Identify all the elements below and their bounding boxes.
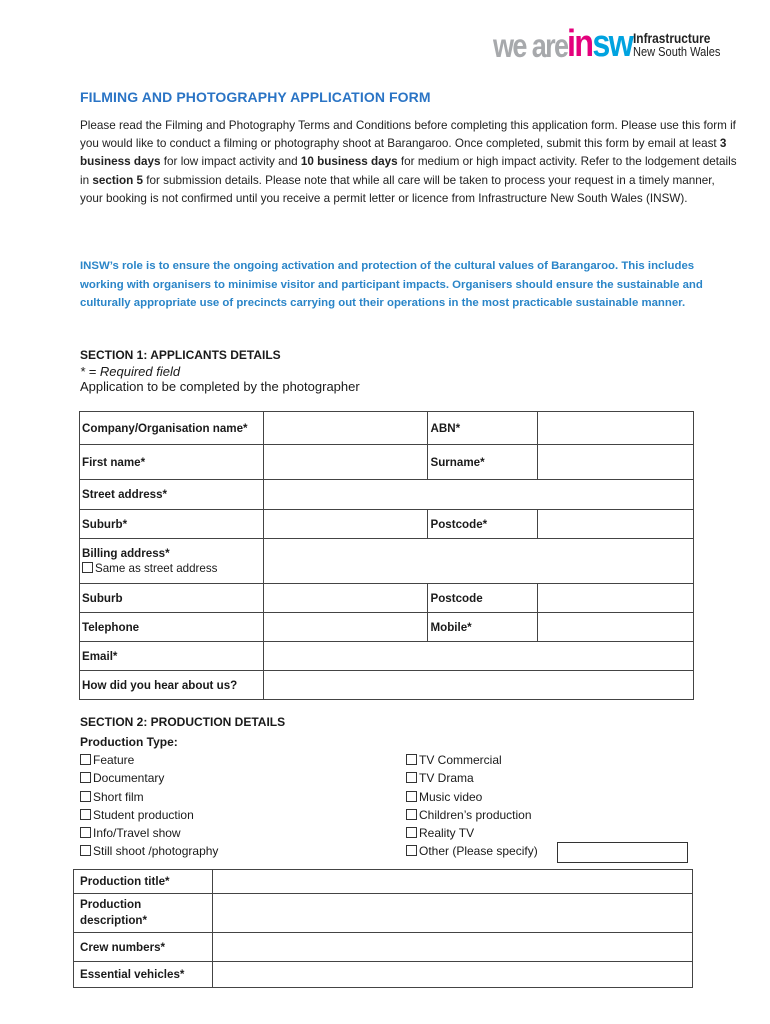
email-input[interactable] xyxy=(263,642,693,671)
option-short-film[interactable]: Short film xyxy=(80,788,218,806)
crew-numbers-label: Crew numbers* xyxy=(74,933,213,962)
postcode-input[interactable] xyxy=(538,510,694,539)
option-reality-tv[interactable]: Reality TV xyxy=(406,824,538,842)
production-details-table xyxy=(73,869,693,988)
required-note: * = Required field xyxy=(80,364,181,379)
option-still-shoot[interactable]: Still shoot /photography xyxy=(80,842,218,860)
billing-postcode-input[interactable] xyxy=(538,584,694,613)
checkbox[interactable] xyxy=(406,845,417,856)
production-type-right-options xyxy=(406,751,538,861)
billing-address-label: Billing address* xyxy=(82,547,170,560)
checkbox[interactable] xyxy=(406,791,417,802)
telephone-label: Telephone xyxy=(80,613,264,642)
mobile-input[interactable] xyxy=(538,613,694,642)
production-title-input[interactable] xyxy=(212,870,692,894)
option-childrens-production[interactable]: Children’s production xyxy=(406,806,538,824)
option-music-video[interactable]: Music video xyxy=(406,788,538,806)
suburb-input[interactable] xyxy=(263,510,428,539)
email-label: Email* xyxy=(80,642,264,671)
option-documentary[interactable]: Documentary xyxy=(80,769,218,787)
logo-we-are: we are xyxy=(493,27,568,64)
billing-suburb-label: Suburb xyxy=(80,584,264,613)
abn-label: ABN* xyxy=(428,412,538,445)
option-info-travel-show[interactable]: Info/Travel show xyxy=(80,824,218,842)
essential-vehicles-input[interactable] xyxy=(212,962,692,988)
production-type-label: Production Type: xyxy=(80,735,178,749)
street-address-label: Street address* xyxy=(80,480,264,510)
checkbox[interactable] xyxy=(80,754,91,765)
completed-by-note: Application to be completed by the photographer xyxy=(80,379,360,394)
surname-input[interactable] xyxy=(538,445,694,480)
first-name-input[interactable] xyxy=(263,445,428,480)
section1-heading: SECTION 1: APPLICANTS DETAILS xyxy=(80,348,281,362)
option-other[interactable]: Other (Please specify) xyxy=(406,842,538,860)
surname-label: Surname* xyxy=(428,445,538,480)
logo-org-name: Infrastructure New South Wales xyxy=(633,30,721,59)
essential-vehicles-label: Essential vehicles* xyxy=(74,962,213,988)
billing-address-cell xyxy=(80,539,264,584)
street-address-input[interactable] xyxy=(263,480,693,510)
option-tv-drama[interactable]: TV Drama xyxy=(406,769,538,787)
form-title: FILMING AND PHOTOGRAPHY APPLICATION FORM xyxy=(80,89,431,105)
billing-postcode-label: Postcode xyxy=(428,584,538,613)
hear-about-input[interactable] xyxy=(263,671,693,700)
mobile-label: Mobile* xyxy=(428,613,538,642)
checkbox[interactable] xyxy=(406,809,417,820)
crew-numbers-input[interactable] xyxy=(212,933,692,962)
same-as-street-checkbox[interactable] xyxy=(82,562,93,573)
production-type-left-options xyxy=(80,751,218,861)
production-description-label: Production description* xyxy=(74,894,213,933)
telephone-input[interactable] xyxy=(263,613,428,642)
abn-input[interactable] xyxy=(538,412,694,445)
checkbox[interactable] xyxy=(406,827,417,838)
company-input[interactable] xyxy=(263,412,428,445)
checkbox[interactable] xyxy=(80,791,91,802)
option-feature[interactable]: Feature xyxy=(80,751,218,769)
logo-insw: insw xyxy=(567,23,633,65)
postcode-label: Postcode* xyxy=(428,510,538,539)
checkbox[interactable] xyxy=(406,772,417,783)
suburb-label: Suburb* xyxy=(80,510,264,539)
other-specify-input[interactable] xyxy=(557,842,688,863)
first-name-label: First name* xyxy=(80,445,264,480)
insw-role-statement: INSW’s role is to ensure the ongoing activation and protection of the cultural values of Barangaroo. This includes working with organisers to minimise visitor and participant impacts. Organisers should ensure the sustainable and culturally appropriate use of precincts carrying out their operations in the most practicable sustainable manner. xyxy=(80,260,703,309)
checkbox[interactable] xyxy=(80,809,91,820)
hear-about-label: How did you hear about us? xyxy=(80,671,264,700)
billing-address-input[interactable] xyxy=(263,539,693,584)
checkbox[interactable] xyxy=(80,772,91,783)
production-description-input[interactable] xyxy=(212,894,692,933)
section2-heading: SECTION 2: PRODUCTION DETAILS xyxy=(80,715,286,729)
option-student-production[interactable]: Student production xyxy=(80,806,218,824)
insw-logo xyxy=(493,20,736,64)
checkbox[interactable] xyxy=(80,827,91,838)
same-as-street-option[interactable] xyxy=(82,562,261,575)
intro-paragraph: Please read the Filming and Photography Terms and Conditions before completing this application form. Please use this form if you would like to conduct a filming or photography shoot at Barangaroo. Once completed, submit this form by email at least 3 business days for low impact activity and 10 business days for medium or high impact activity. Refer to the lodgement details in section 5 for submission details. Please note that while all care will be taken to process your request in a timely manner, your booking is not confirmed until you receive a permit letter or licence from Infrastructure New South Wales (INSW). xyxy=(80,119,737,205)
checkbox[interactable] xyxy=(406,754,417,765)
option-tv-commercial[interactable]: TV Commercial xyxy=(406,751,538,769)
checkbox[interactable] xyxy=(80,845,91,856)
same-as-street-label: Same as street address xyxy=(95,562,218,575)
billing-suburb-input[interactable] xyxy=(263,584,428,613)
production-title-label: Production title* xyxy=(74,870,213,894)
applicant-details-table xyxy=(79,411,694,700)
company-label: Company/Organisation name* xyxy=(80,412,264,445)
